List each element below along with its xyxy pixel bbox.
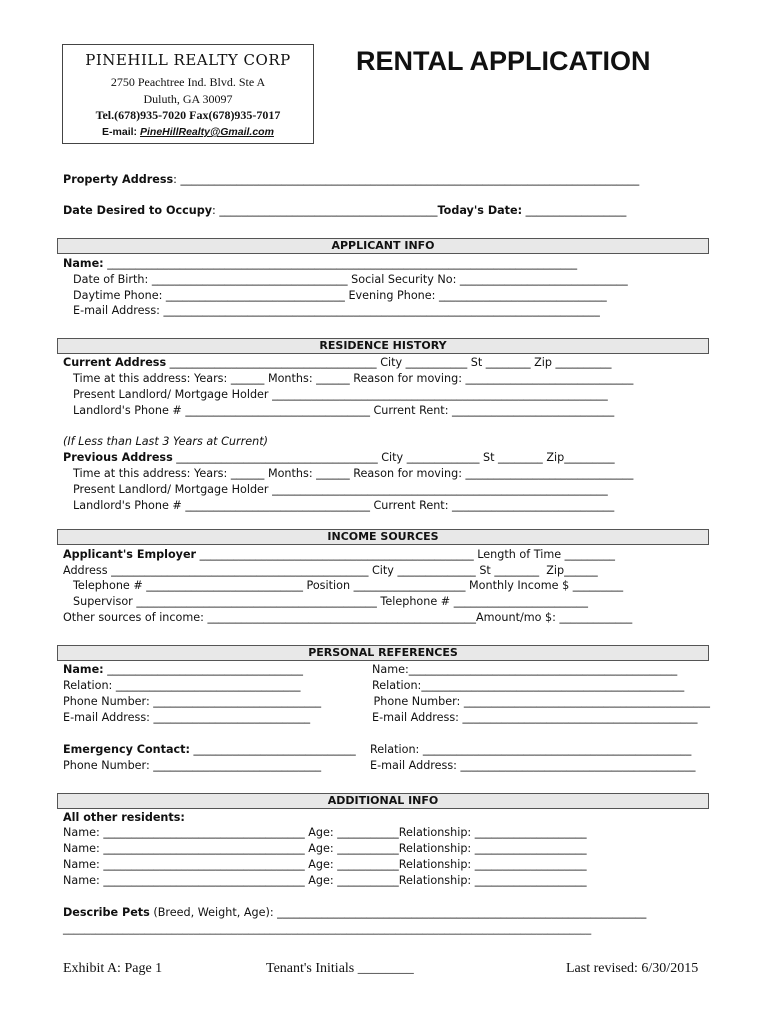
date-row[interactable] — [63, 204, 626, 218]
company-address-line1: 2750 Peachtree Ind. Blvd. Ste A — [110, 75, 266, 89]
todays-date-line[interactable]: __________________ — [522, 204, 627, 217]
reference1-phone-row[interactable]: Phone Number: ______________________________ — [63, 695, 322, 708]
date-desired-label: Date Desired to Occupy — [63, 204, 213, 217]
current-address-row[interactable] — [63, 356, 611, 370]
reference1-email-row[interactable]: E-mail Address: ____________________________ — [63, 711, 311, 724]
applicant-name-row[interactable] — [63, 257, 577, 271]
company-name: PINEHILL REALTY CORP — [85, 51, 291, 69]
pets-label: Describe Pets — [63, 906, 150, 919]
pets-row[interactable] — [63, 906, 646, 920]
company-email-link[interactable]: PineHillRealty@Gmail.com — [139, 126, 274, 138]
date-desired-line[interactable]: : _______________________________________ — [212, 204, 438, 217]
current-address-line[interactable]: _____________________________________ City ___________ St ________ Zip __________ — [166, 356, 612, 369]
company-email-line — [63, 126, 313, 138]
property-address-row[interactable] — [63, 173, 639, 187]
previous-address-note: (If Less than Last 3 Years at Current) — [63, 435, 268, 448]
company-address-line2: Duluth, GA 30097 — [143, 92, 233, 106]
company-phone: Tel.(678)935-7020 Fax(678)935-7017 — [95, 108, 281, 122]
reference2-phone-row[interactable]: Phone Number: ____________________________________________ — [370, 695, 710, 708]
resident-row[interactable]: Name: ____________________________________ Age: ___________Relationship: ____________________ — [63, 874, 587, 887]
section-header-applicant-info: APPLICANT INFO — [57, 238, 709, 254]
emergency-relation-row[interactable]: Relation: ________________________________________________ — [370, 743, 692, 756]
reference2-name-row[interactable]: Name:________________________________________________ — [372, 663, 678, 676]
pets-line[interactable]: (Breed, Weight, Age): __________________________________________________________________ — [149, 906, 647, 919]
current-time-row[interactable]: Time at this address: Years: ______ Months: ______ Reason for moving: ______________________________ — [73, 372, 634, 385]
pets-line-2[interactable]: _________________________________________________________________________________________________ — [63, 922, 592, 935]
current-address-label: Current Address — [63, 356, 167, 369]
employer-label: Applicant's Employer — [63, 548, 197, 561]
employer-row[interactable] — [63, 548, 615, 562]
dob-ssn-row[interactable]: Date of Birth: ___________________________________ Social Security No: ______________________________ — [73, 273, 628, 286]
previous-landlord-row[interactable]: Present Landlord/ Mortgage Holder ____________________________________________________________ — [73, 483, 608, 496]
previous-address-line[interactable]: ____________________________________ City _____________ St ________ Zip_________ — [172, 451, 615, 464]
reference2-email-row[interactable]: E-mail Address: __________________________________________ — [372, 711, 698, 724]
applicant-name-label: Name: — [63, 257, 104, 270]
previous-address-row[interactable] — [63, 451, 615, 465]
applicant-name-line[interactable]: ____________________________________________________________________________________ — [103, 257, 578, 270]
supervisor-row[interactable]: Supervisor ___________________________________________ Telephone # ________________________ — [73, 595, 588, 608]
reference1-name-row[interactable] — [63, 663, 303, 677]
section-header-residence-history: RESIDENCE HISTORY — [57, 338, 709, 354]
phone-row[interactable]: Daytime Phone: ________________________________ Evening Phone: ______________________________ — [73, 289, 607, 302]
resident-row[interactable]: Name: ____________________________________ Age: ___________Relationship: ____________________ — [63, 842, 587, 855]
employer-line[interactable]: _________________________________________________ Length of Time _________ — [196, 548, 616, 561]
section-header-personal-references: PERSONAL REFERENCES — [57, 645, 709, 661]
section-header-additional-info: ADDITIONAL INFO — [57, 793, 709, 809]
other-income-row[interactable]: Other sources of income: ________________________________________________Amount/mo $: _____________ — [63, 611, 633, 624]
emergency-phone-row[interactable]: Phone Number: ______________________________ — [63, 759, 322, 772]
resident-row[interactable]: Name: ____________________________________ Age: ___________Relationship: ____________________ — [63, 826, 587, 839]
other-residents-label — [63, 811, 185, 825]
previous-address-label: Previous Address — [63, 451, 173, 464]
property-address-label: Property Address — [63, 173, 174, 186]
current-landlord-row[interactable]: Present Landlord/ Mortgage Holder ____________________________________________________________ — [73, 388, 608, 401]
footer-exhibit: Exhibit A: Page 1 — [63, 961, 163, 976]
resident-row[interactable]: Name: ____________________________________ Age: ___________Relationship: ____________________ — [63, 858, 587, 871]
email-label: E-mail: — [102, 126, 140, 138]
applicant-email-row[interactable]: E-mail Address: ______________________________________________________________________________ — [73, 304, 600, 317]
current-landlord-phone-row[interactable]: Landlord's Phone # _________________________________ Current Rent: _____________________________ — [73, 404, 615, 417]
reference2-relation-row[interactable]: Relation:_______________________________________________ — [372, 679, 685, 692]
reference-name-label: Name: — [63, 663, 104, 676]
previous-landlord-phone-row[interactable]: Landlord's Phone # _________________________________ Current Rent: _____________________________ — [73, 499, 615, 512]
other-residents-heading: All other residents: — [63, 811, 185, 824]
todays-date-label: Today's Date: — [437, 204, 523, 217]
employer-telephone-row[interactable]: Telephone # ____________________________ Position ____________________ Monthly Income $ _________ — [73, 579, 624, 592]
emergency-contact-label: Emergency Contact: — [63, 743, 190, 756]
company-info-box — [62, 44, 314, 144]
previous-time-row[interactable]: Time at this address: Years: ______ Months: ______ Reason for moving: ______________________________ — [73, 467, 634, 480]
page-title: RENTAL APPLICATION — [356, 46, 651, 76]
emergency-contact-line[interactable]: _____________________________ — [190, 743, 356, 756]
footer-tenant-initials[interactable]: Tenant's Initials ________ — [266, 961, 414, 976]
employer-address-row[interactable]: Address ______________________________________________ City ______________ St ________ Zip______ — [63, 564, 598, 577]
property-address-line[interactable]: : __________________________________________________________________________________ — [173, 173, 640, 186]
reference1-name-line[interactable]: ___________________________________ — [103, 663, 303, 676]
emergency-contact-row[interactable] — [63, 743, 356, 757]
emergency-email-row[interactable]: E-mail Address: __________________________________________ — [370, 759, 696, 772]
reference1-relation-row[interactable]: Relation: _________________________________ — [63, 679, 301, 692]
footer-last-revised: Last revised: 6/30/2015 — [566, 961, 699, 976]
section-header-income-sources: INCOME SOURCES — [57, 529, 709, 545]
